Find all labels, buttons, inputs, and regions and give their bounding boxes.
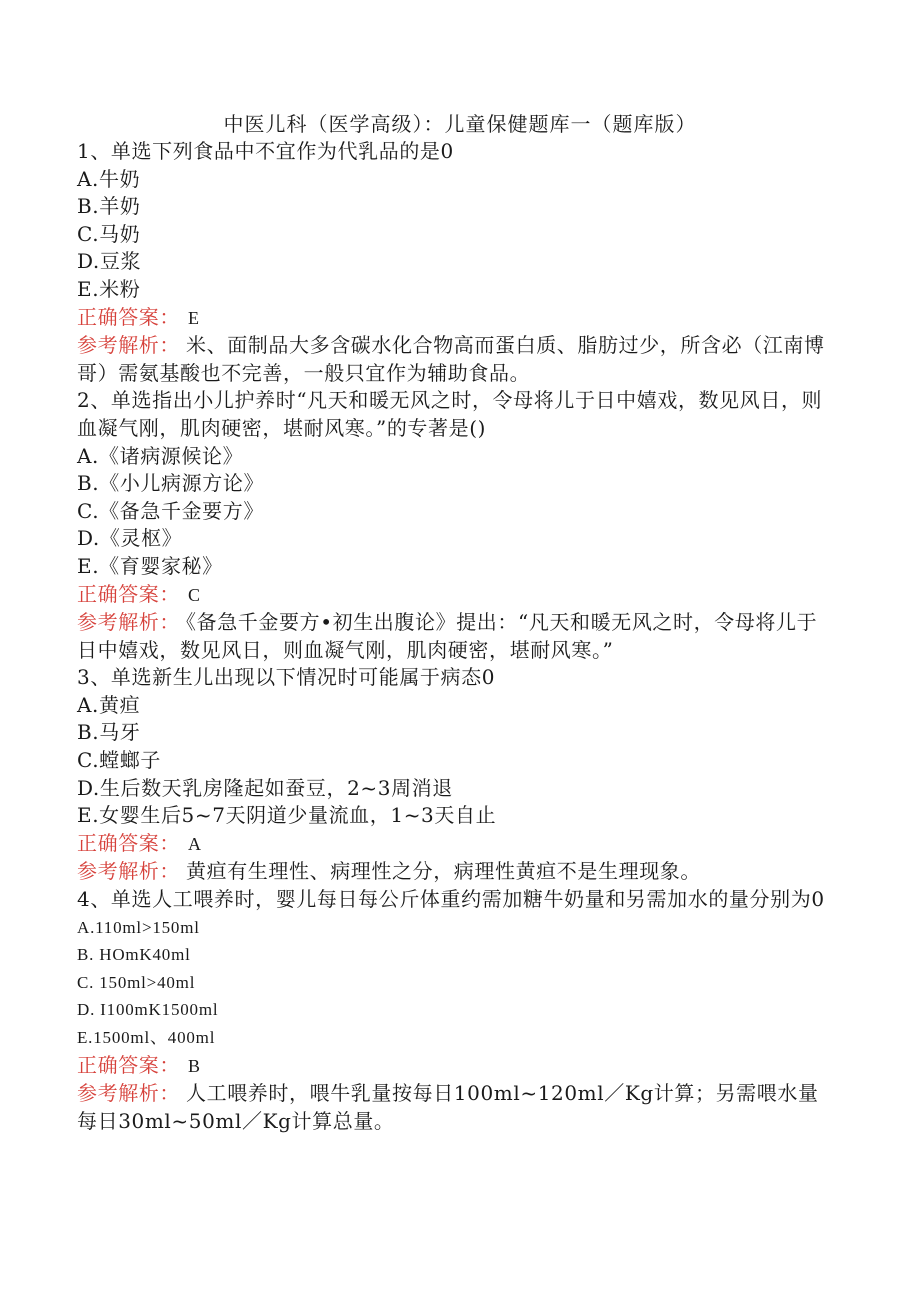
option-b: B.《小儿病源方论》 xyxy=(77,471,265,496)
option-d: D.豆浆 xyxy=(77,249,142,274)
question-stem: 1、单选下列食品中不宜作为代乳品的是0 xyxy=(77,139,454,163)
page-title: 中医儿科（医学高级）：儿童保健题库一（题库版） xyxy=(223,112,697,136)
answer-label: 正确答案： xyxy=(77,1052,180,1077)
question-3 xyxy=(77,664,827,886)
analysis-label: 参考解析： xyxy=(77,859,180,884)
question-stem: 4、单选人工喂养时，婴儿每日每公斤体重约需加糖牛奶量和另需加水的量分别为0 xyxy=(77,887,825,912)
answer-row xyxy=(77,830,827,859)
option-c: C.《备急千金要方》 xyxy=(77,498,264,523)
answer-label: 正确答案： xyxy=(77,581,180,606)
option-e: E.米粉 xyxy=(77,276,141,301)
option-d: D.《灵枢》 xyxy=(77,526,183,551)
analysis-row xyxy=(77,1080,827,1135)
answer-value: C xyxy=(188,584,201,605)
analysis-label: 参考解析： xyxy=(77,1081,180,1106)
answer-row xyxy=(77,304,827,333)
option-c: C.马奶 xyxy=(77,221,141,246)
analysis-text: 《备急千金要方•初生出腹论》提出：“凡天和暖无风之时，令母将儿于日中嬉戏，数见风日，则血凝气刚，肌肉硬密，堪耐风寒。” xyxy=(77,610,818,662)
option-e: E.《育婴家秘》 xyxy=(77,553,223,578)
question-2 xyxy=(77,387,827,664)
analysis-text: 人工喂养时，喂牛乳量按每日100ml~120ml／Kg计算；另需喂水量每日30ml~50ml／Kg计算总量。 xyxy=(77,1081,819,1133)
answer-row xyxy=(77,1052,827,1081)
answer-label: 正确答案： xyxy=(77,304,180,329)
analysis-label: 参考解析： xyxy=(77,610,180,635)
question-stem: 3、单选新生儿出现以下情况时可能属于病态0 xyxy=(77,665,496,690)
analysis-text: 黄疸有生理性、病理性之分，病理性黄疸不是生理现象。 xyxy=(186,859,701,884)
answer-value: E xyxy=(188,307,200,328)
answer-value: B xyxy=(188,1055,201,1076)
option-b: B. HOmK40ml xyxy=(77,945,191,965)
analysis-row xyxy=(77,858,827,886)
option-b: B.羊奶 xyxy=(77,194,141,219)
option-a: A.《诸病源候论》 xyxy=(77,443,244,468)
option-d: D.生后数天乳房隆起如蚕豆，2~3周消退 xyxy=(77,775,453,800)
option-e: E.1500ml、400ml xyxy=(77,1028,216,1047)
analysis-row xyxy=(77,609,827,664)
option-c: C. 150ml>40ml xyxy=(77,972,196,992)
option-a: A.110ml>150ml xyxy=(77,917,200,937)
question-1 xyxy=(77,138,827,387)
question-list xyxy=(77,138,827,1135)
answer-value: A xyxy=(188,833,202,854)
option-b: B.马牙 xyxy=(77,720,141,745)
option-c: C.螳螂子 xyxy=(77,748,161,773)
option-a: A.黄疸 xyxy=(77,692,141,717)
answer-label: 正确答案： xyxy=(77,830,180,855)
question-stem: 2、单选指出小儿护养时“凡天和暖无风之时，令母将儿于日中嬉戏，数见风日，则血凝气刚，肌肉硬密，堪耐风寒。”的专著是() xyxy=(77,388,823,440)
answer-row xyxy=(77,581,827,610)
analysis-row xyxy=(77,332,827,387)
option-a: A.牛奶 xyxy=(77,166,141,191)
analysis-text: 米、面制品大多含碳水化合物高而蛋白质、脂肪过少，所含必（江南博哥）需氨基酸也不完善，一般只宜作为辅助食品。 xyxy=(77,333,825,385)
analysis-label: 参考解析： xyxy=(77,333,180,358)
question-4 xyxy=(77,886,827,1135)
option-d: D. I100mK1500ml xyxy=(77,1000,219,1020)
option-e: E.女婴生后5~7天阴道少量流血，1~3天自止 xyxy=(77,803,497,828)
